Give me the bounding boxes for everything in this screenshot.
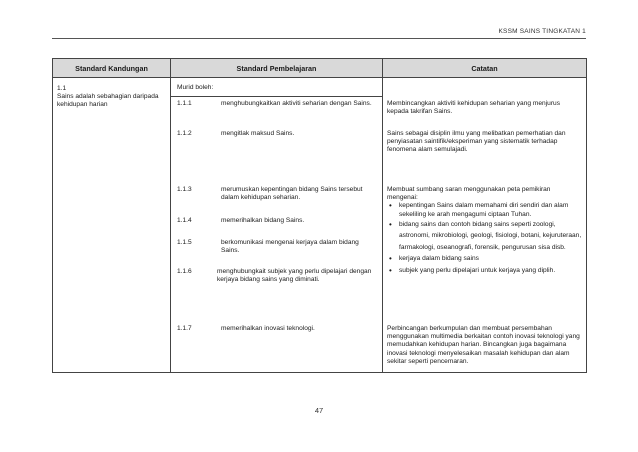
sp-text: menghubungkait subjek yang perlu dipelajari dengan kerjaya bidang sains yang diminati.	[217, 268, 372, 284]
sk-text: Sains adalah sebahagian daripada kehidupan harian	[57, 93, 159, 109]
header-standard-kandungan: Standard Kandungan	[53, 59, 171, 78]
sp-intro: Murid boleh:	[177, 84, 214, 91]
sp-code: 1.1.7	[177, 325, 192, 332]
catatan-cell	[383, 78, 587, 373]
page-number: 47	[314, 406, 324, 415]
catatan-note: Perbincangan berkumpulan dan membuat persembahan menggunakan multimedia berkaitan contoh inovasi teknologi yang memudahkan kehidupan harian. Bincangkan juga bagaimana inovasi teknologi menyelesaikan masalah kehidupan dan alam sekitar seperti pencemaran.	[387, 325, 580, 365]
catatan-brainstorm-intro: Membuat sumbang saran menggunakan peta pemikiran mengenai:	[387, 186, 551, 202]
header-standard-pembelajaran: Standard Pembelajaran	[171, 59, 383, 78]
sp-text: berkomunikasi mengenai kerjaya dalam bidang Sains.	[221, 239, 359, 255]
sp-text: merumuskan kepentingan bidang Sains tersebut dalam kehidupan seharian.	[221, 186, 363, 202]
list-item: • subjek yang perlu dipelajari untuk kerjaya yang diplih.	[387, 265, 582, 277]
sp-text: mengitlak maksud Sains.	[221, 130, 295, 137]
header-divider	[52, 38, 586, 39]
sp-code: 1.1.4	[177, 217, 192, 224]
standard-pembelajaran-cell	[171, 78, 383, 373]
sk-code: 1.1	[57, 85, 67, 92]
standard-kandungan-cell	[53, 78, 171, 373]
table-header-row	[53, 59, 587, 78]
sp-code: 1.1.3	[177, 186, 192, 193]
catatan-note: Membincangkan aktiviti kehidupan seharian yang menjurus kepada takrifan Sains.	[387, 100, 561, 116]
sp-code: 1.1.2	[177, 130, 192, 137]
sp-text: memerihalkan inovasi teknologi.	[221, 325, 315, 332]
catatan-note: Sains sebagai disiplin ilmu yang melibatkan pemerhatian dan penyiasatan saintifik/eksperiman yang sistematik terhadap fenomena alam semulajadi.	[387, 130, 566, 154]
curriculum-table	[52, 58, 587, 373]
table-body-row	[53, 78, 587, 373]
sp-code: 1.1.1	[177, 100, 192, 107]
sp-text: menghubungkaitkan aktiviti seharian dengan Sains.	[221, 100, 372, 107]
document-header: KSSM SAINS TINGKATAN 1	[498, 28, 586, 35]
list-item: • kepentingan Sains dalam memahami diri sendiri dan alam sekeliling ke arah mengagumi ciptaan Tuhan.	[387, 202, 582, 218]
catatan-bullet-list	[387, 202, 582, 276]
header-catatan: Catatan	[383, 59, 587, 78]
sp-text: memerihalkan bidang Sains.	[221, 217, 305, 224]
catatan-brainstorm	[387, 186, 582, 276]
list-item: • kerjaya dalam bidang sains	[387, 253, 582, 265]
list-item: • bidang sains dan contoh bidang sains seperti zoologi, astronomi, mikrobiologi, geologi, fisiologi, botani, kejuruteraan, farmakologi, oseanografi, forensik, pengurusan sisa disb.	[387, 219, 582, 254]
sp-code: 1.1.5	[177, 239, 192, 246]
sp-code: 1.1.6	[177, 268, 192, 275]
